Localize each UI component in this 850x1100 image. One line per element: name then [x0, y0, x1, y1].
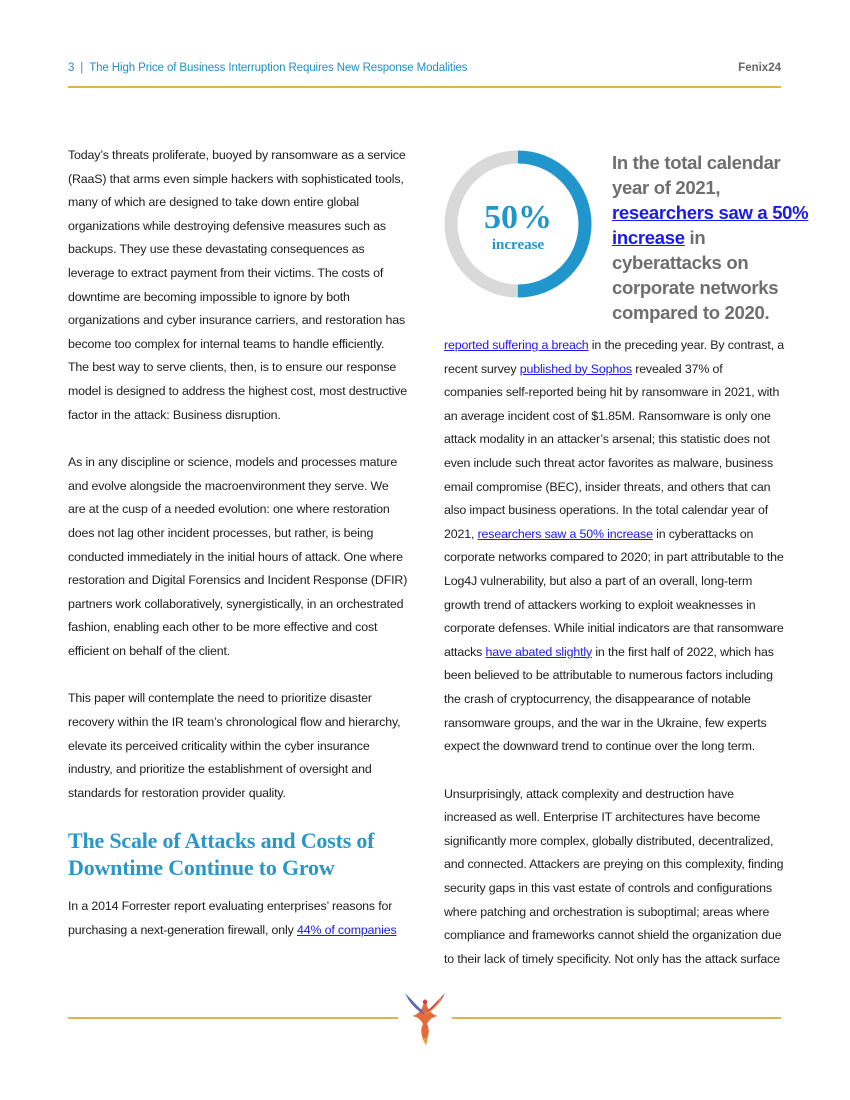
brand-name: Fenix24: [738, 62, 781, 74]
donut-stat-label: increase: [491, 237, 545, 253]
paragraph: This paper will contemplate the need to prioritize disaster recovery within the IR team’s chronological flow and hierarchy, elevate its perceived criticality within the cyber insurance industry, and prioritize the establishment of oversight and standards for restoration provider quality.: [68, 691, 401, 800]
page-number: 3: [68, 62, 75, 74]
paragraph: As in any discipline or science, models and processes mature and evolve alongside the macroenvironment they serve. We are at the cusp of a needed evolution: one where restoration does not lag other incident processes, but rather, is being conducted immediately in the initial hours of attack. One where restoration and Digital Forensics and Incident Response (DFIR) partners work collaboratively, synergistically, in an orchestrated fashion, enabling each other to be more effective and cost efficient on behalf of the client.: [68, 455, 408, 658]
paragraph: [68, 895, 408, 942]
callout-researchers-link[interactable]: researchers saw a 50% increase: [612, 202, 809, 248]
percent-donut: [444, 150, 592, 298]
paragraph-text: in the preceding year. By contrast, a recent survey: [444, 338, 784, 376]
header-left: [68, 62, 467, 74]
header-separator: |: [80, 62, 84, 74]
link-44-percent-companies[interactable]: 44% of companies: [296, 923, 397, 938]
section-heading: The Scale of Attacks and Costs of Downtime Continue to Grow: [68, 828, 375, 881]
phoenix-head: [423, 1000, 427, 1004]
callout-text: [612, 150, 812, 325]
paragraph: [444, 334, 784, 759]
footer-rule-left: [68, 1017, 398, 1019]
stat-callout: [444, 150, 809, 323]
phoenix-logo-icon: [402, 990, 448, 1046]
callout-text-pre: In the total calendar year of 2021,: [612, 152, 781, 198]
paragraph-text: in the first half of 2022, which has been believed to be attributable to numerous factors including the crash of cryptocurrency, the disappearance of notable ransomware groups, and the war in the Ukraine, few experts expect the downward trend to continue over the long term.: [444, 644, 774, 754]
page-header: [68, 62, 781, 88]
donut-stat: 50%: [484, 199, 552, 236]
paragraph-text: revealed 37% of companies self-reported being hit by ransomware in 2021, with an average incident cost of $1.85M. Ransomware is only one attack modality in an attacker’s arsenal; this statistic does not even include such threat actor favorites as malware, business email compromise (BEC), insider threats, and others that can also impact business operations. In the total calendar year of 2021,: [444, 361, 780, 541]
phoenix-right-wing: [426, 993, 445, 1012]
callout-text-post: in cyberattacks on corporate networks compared to 2020.: [612, 227, 779, 323]
left-column: [68, 144, 408, 943]
footer-rule-right: [452, 1017, 781, 1019]
paragraph-text: in cyberattacks on corporate networks compared to 2020; in part attributable to the Log4J vulnerability, but also a part of an overall, long-term growth trend of attackers working to exploit weaknesses in corporate defenses. While initial indicators are that ransomware attacks: [444, 526, 784, 659]
phoenix-left-wing: [405, 993, 424, 1012]
link-reported-breach[interactable]: reported suffering a breach: [444, 338, 589, 352]
link-published-by-sophos[interactable]: published by Sophos: [519, 361, 632, 376]
right-column: [444, 334, 784, 971]
link-researchers-50-increase[interactable]: researchers saw a 50% increase: [477, 526, 653, 541]
paragraph: Today’s threats proliferate, buoyed by ransomware as a service (RaaS) that arms even simple hackers with sophisticated tools, many of which are designed to take down entire global organizations while destroying defensive measures such as backups. They use these devastating consequences as leverage to extract payment from their victims. The costs of downtime are becoming impossible to ignore by both organizations and cyber insurance carriers, and restoration has become too complex for internal teams to handle efficiently. The best way to serve clients, then, is to ensure our response model is designed to address the highest cost, most destructive factor in the attack: Business disruption.: [68, 148, 408, 422]
link-abated-slightly[interactable]: have abated slightly: [485, 644, 593, 659]
paragraph: Unsurprisingly, attack complexity and destruction have increased as well. Enterprise IT architectures have become significantly more complex, globally distributed, decentralized, and connected. Attackers are preying on this complexity, finding security gaps in this vast estate of controls and configurations where patching and orchestration is suboptimal; areas where compliance and frameworks cannot shield the organization due to their lack of timely specificity. Not only has the attack surface: [444, 786, 784, 966]
document-title: The High Price of Business Interruption Requires New Response Modalities: [89, 62, 468, 74]
phoenix-tail: [422, 1038, 428, 1046]
paragraph-text: In a 2014 Forrester report evaluating enterprises’ reasons for purchasing a next-generation firewall, only: [68, 899, 393, 938]
